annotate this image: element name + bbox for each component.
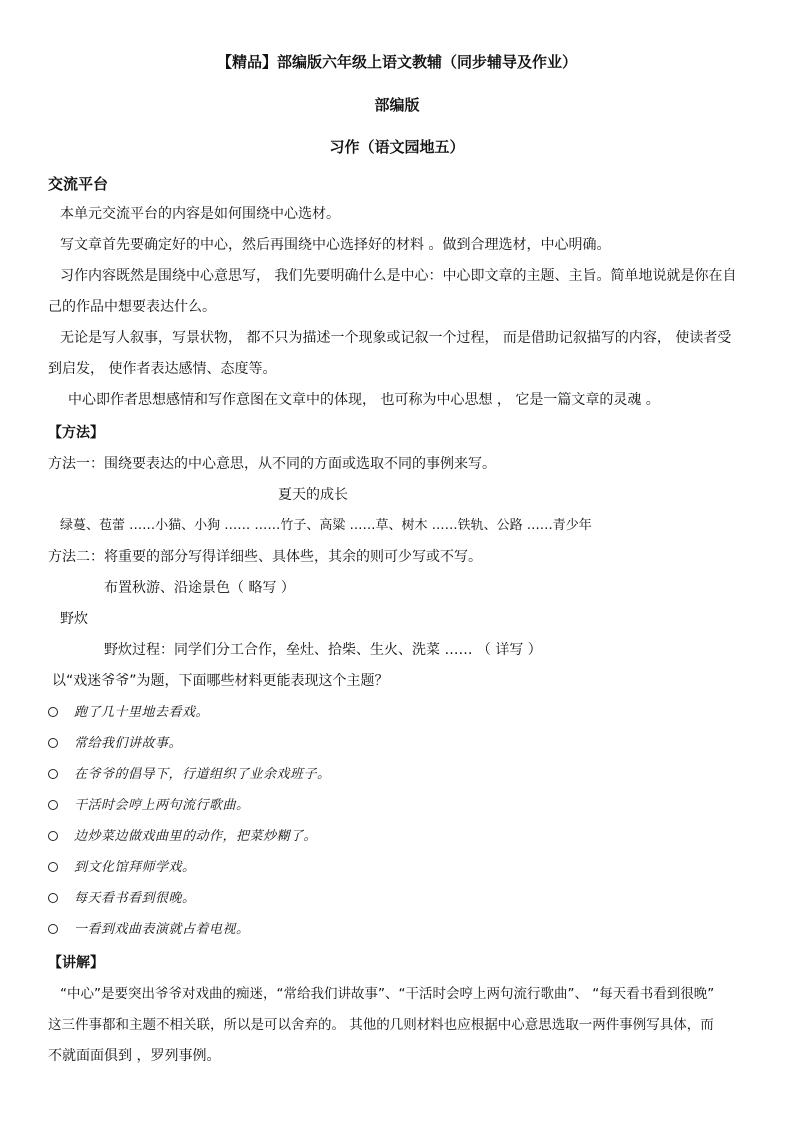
lesson-title: 习作（语文园地五） [329,138,465,156]
paragraph: 中心即作者思想感情和写作意图在文章中的体现， 也可称为中心思想 ， 它是一篇文章的灵魂 。 [68,392,660,408]
paragraph: 到启发， 使作者表达感情、态度等。 [48,361,277,377]
radio-circle-icon[interactable] [48,800,58,810]
section-heading-exchange: 交流平台 [48,175,109,193]
radio-circle-icon[interactable] [48,893,58,903]
paragraph: 本单元交流平台的内容是如何围绕中心选材。 [60,206,340,222]
method-one-example-title: 夏天的成长 [278,487,348,503]
option-item[interactable]: 干活时会哼上两句流行歌曲。 [48,796,250,816]
radio-circle-icon[interactable] [48,924,58,934]
option-item[interactable]: 跑了几十里地去看戏。 [48,703,209,723]
option-item[interactable]: 一看到戏曲表演就占着电视。 [48,920,250,940]
paragraph: 无论是写人叙事，写景状物， 都不只为描述一个现象或记叙一个过程， 而是借助记叙描写的内容， 使读者受 [60,330,732,346]
document-subtitle: 部编版 [374,96,420,114]
option-item[interactable]: 常给我们讲故事。 [48,734,182,754]
explain-paragraph: 不就面面俱到 ，罗列事例。 [48,1048,221,1064]
section-heading-explain: 【讲解】 [48,955,104,971]
method-two-brief: 布置秋游、沿途景色（ 略写 ） [104,580,295,596]
paragraph: 写文章首先要确定好的中心，然后再围绕中心选择好的材料 。做到合理选材，中心明确。 [60,237,611,253]
paragraph: 习作内容既然是围绕中心意思写， 我们先要明确什么是中心：中心即文章的主题、主旨。简单地说就是你在自 [60,268,737,284]
section-heading-method: 【方法】 [48,425,104,441]
option-item[interactable]: 到文化馆拜师学戏。 [48,858,196,878]
option-item[interactable]: 每天看书看到很晚。 [48,889,196,909]
paragraph: 己的作品中想要表达什么。 [48,299,216,315]
method-two-detail: 野炊过程：同学们分工合作，垒灶、拾柴、生火、洗菜 …… （ 详写 ） [104,642,542,658]
document-title: 【精品】部编版六年级上语文教辅（同步辅导及作业） [216,53,577,71]
question-prompt: 以“戏迷爷爷”为题，下面哪些材料更能表现这个主题？ [52,673,389,689]
radio-circle-icon[interactable] [48,769,58,779]
method-one-example-items: 绿蔓、苞蕾 ……小猫、小狗 …… ……竹子、高粱 ……草、树木 ……铁轨、公路 ……青少年 [60,518,592,533]
option-item[interactable]: 边炒菜边做戏曲里的动作，把菜炒糊了。 [48,827,317,847]
radio-circle-icon[interactable] [48,707,58,717]
explain-paragraph: 这三件事都和主题不相关联，所以是可以舍弃的。 其他的几则材料也应根据中心意思选取一两件事例写具体，而 [48,1017,714,1033]
radio-circle-icon[interactable] [48,862,58,872]
option-item[interactable]: 在爷爷的倡导下，行道组织了业余戏班子。 [48,765,331,785]
radio-circle-icon[interactable] [48,738,58,748]
method-two: 方法二：将重要的部分写得详细些、具体些，其余的则可少写或不写。 [48,549,482,565]
method-two-topic: 野炊 [60,611,88,627]
explain-paragraph: “中心”是要突出爷爷对戏曲的痴迷，“常给我们讲故事”、“干活时会哼上两句流行歌曲”、 “每天看书看到很晚” [60,986,715,1002]
method-one: 方法一：围绕要表达的中心意思，从不同的方面或选取不同的事例来写。 [48,456,496,472]
radio-circle-icon[interactable] [48,831,58,841]
